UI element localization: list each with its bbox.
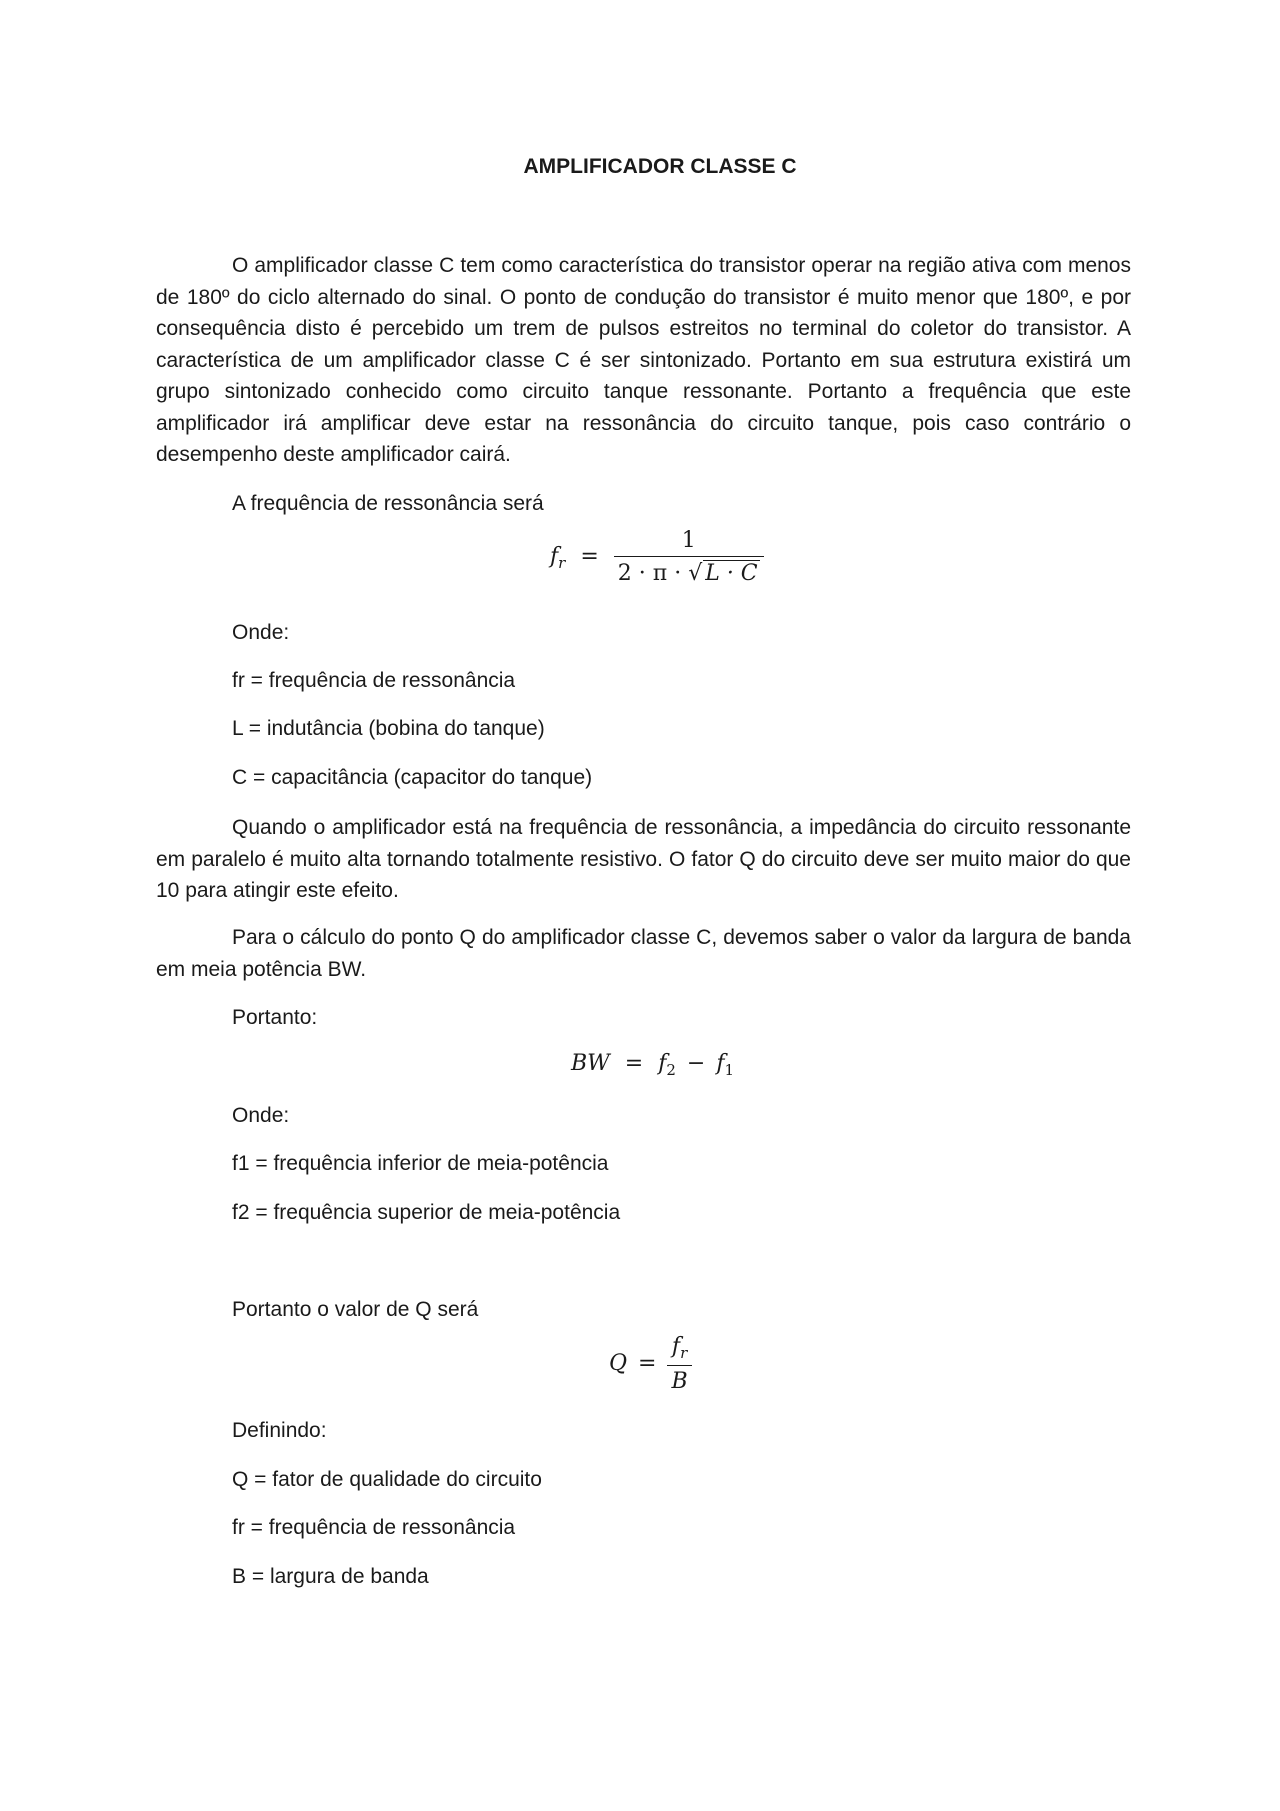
definition-fr-2: fr = frequência de ressonância: [232, 1516, 516, 1539]
formula-fr-denominator: 2 · π · √ L · C: [617, 561, 758, 586]
formula-quality-factor: Q = $\frac{f_r}{B}$: [609, 1334, 692, 1394]
onde-label-1: Onde:: [232, 621, 290, 644]
formula-fr-lhs: $f_r$: [550, 544, 566, 572]
definition-f1: f1 = frequência inferior de meia-potência: [232, 1152, 609, 1175]
formula-fr-fraction: [614, 528, 764, 586]
onde-label-2: Onde:: [232, 1104, 290, 1127]
intro-paragraph: O amplificador classe C tem como característica do transistor operar na região ativa com menos de 180º do ciclo alternado do sinal. O ponto de condução do transistor é muito menor que 180º, e por consequência disto é percebido um trem de pulsos estreitos no terminal do coletor do transistor. A característica de um amplificador classe C é ser sintonizado. Portanto em sua estrutura existirá um grupo sintonizado conhecido como circuito tanque ressonante. Portanto a frequência que este amplificador irá amplificar deve estar na ressonância do circuito tanque, pois caso contrário o desempenho deste amplificador cairá.: [156, 254, 1131, 466]
document-title: AMPLIFICADOR CLASSE C: [523, 155, 797, 178]
definition-fr: fr = frequência de ressonância: [232, 669, 516, 692]
q-intro: Portanto o valor de Q será: [232, 1298, 479, 1321]
sqrt-term: L · C: [705, 561, 758, 586]
definition-L: L = indutância (bobina do tanque): [232, 717, 545, 740]
formula-resonance-frequency: [550, 528, 764, 586]
q-point-paragraph: Para o cálculo do ponto Q do amplificador classe C, devemos saber o valor da largura de banda em meia potência BW.: [156, 926, 1131, 981]
formula-bandwidth: BW = $f_2 - f_1$: [571, 1051, 735, 1079]
definition-f2: f2 = frequência superior de meia-potência: [232, 1201, 621, 1224]
formula-fr-numerator: 1: [681, 528, 696, 553]
formula-q-fraction: $\frac{f_r}{B}$: [667, 1334, 691, 1394]
definindo-label: Definindo:: [232, 1419, 327, 1442]
definition-B: B = largura de banda: [232, 1565, 429, 1588]
definition-C: C = capacitância (capacitor do tanque): [232, 766, 593, 789]
definition-Q: Q = fator de qualidade do circuito: [232, 1468, 542, 1491]
resonance-paragraph: Quando o amplificador está na frequência de ressonância, a impedância do circuito ressonante em paralelo é muito alta tornando totalmente resistivo. O fator Q do circuito deve ser muito maior do que 10 para atingir este efeito.: [156, 816, 1131, 902]
portanto-label: Portanto:: [232, 1006, 318, 1029]
formula-fr-equals: =: [580, 544, 599, 569]
resonance-intro: A frequência de ressonância será: [232, 492, 544, 515]
